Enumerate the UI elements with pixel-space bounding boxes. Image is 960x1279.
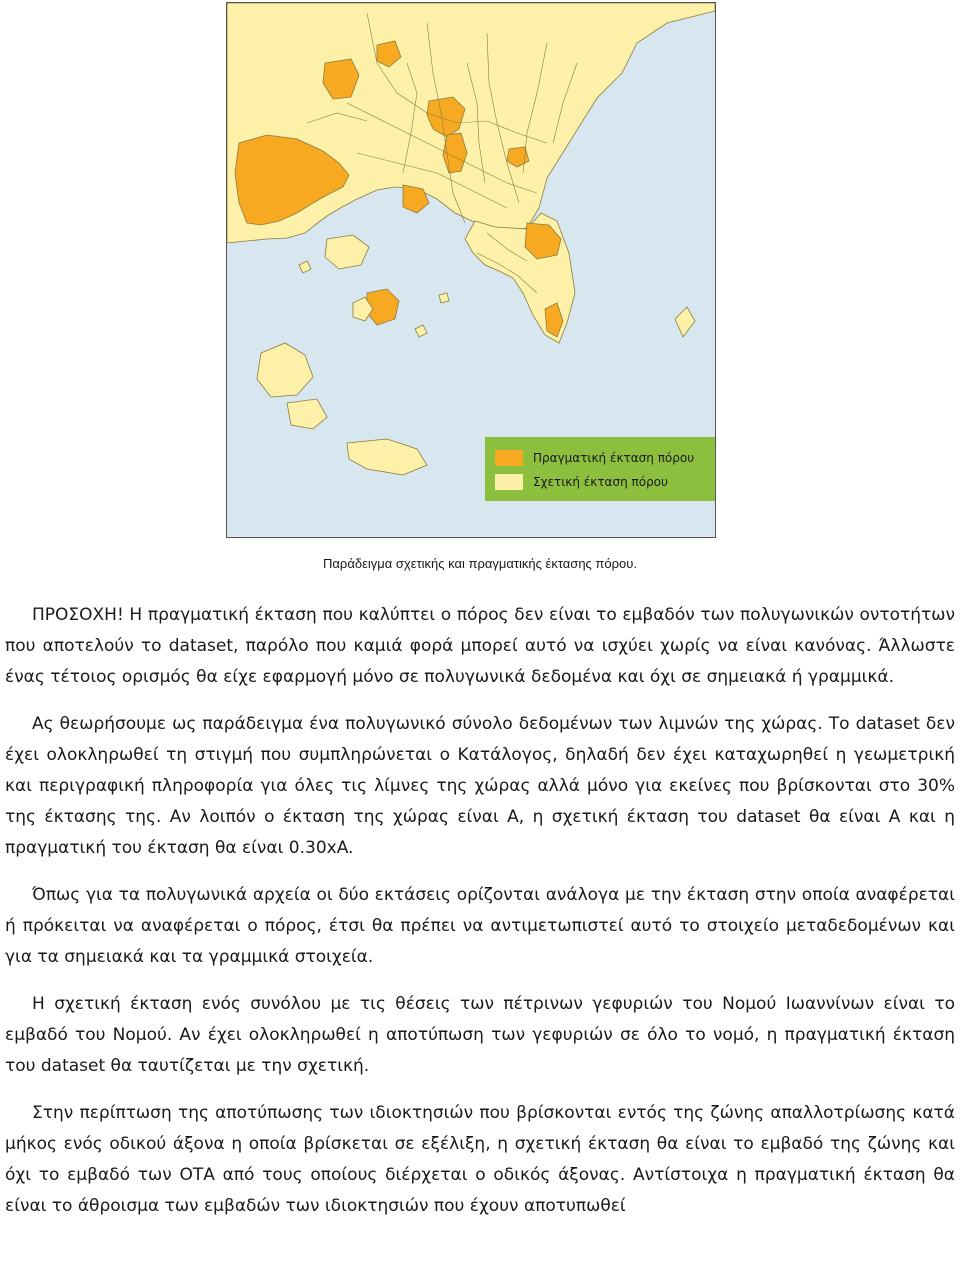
paragraph: Η σχετική έκταση ενός συνόλου με τις θέσεις των πέτρινων γεφυριών του Νομού Ιωαννίνων είναι το εμβαδό του Νομού. Αν έχει ολοκληρωθεί η αποτύπωση των γεφυριών σε όλο το νομό, η πραγματική έκταση του dataset θα ταυτίζεται με την σχετική. [5, 994, 955, 1076]
paragraph: ΠΡΟΣΟΧΗ! Η πραγματική έκταση που καλύπτει ο πόρος δεν είναι το εμβαδόν των πολυγωνικών οντοτήτων που αποτελούν το dataset, παρόλο που καμιά φορά μπορεί αυτό να ισχύει χωρίς να είναι κανόνας. Άλλωστε ένας τέτοιος ορισμός θα είχε εφαρμογή μόνο σε πολυγωνικά δεδομένα και όχι σε σημειακά ή γραμμικά. [5, 605, 955, 687]
legend-swatch-relative [495, 474, 523, 490]
island-small-3 [439, 293, 449, 303]
legend-item-relative [495, 471, 705, 493]
map-legend [485, 437, 715, 501]
body-text [5, 600, 955, 1238]
paragraph: Ας θεωρήσουμε ως παράδειγμα ένα πολυγωνικό σύνολο δεδομένων των λιμνών της χώρας. Το dataset δεν έχει ολοκληρωθεί τη στιγμή που συμπληρώνεται ο Κατάλογος, δηλαδή δεν έχει καταχωρηθεί η γεωμετρική και περιγραφική πληροφορία για όλες τις λίμνες της χώρας αλλά μόνο για εκείνες που βρίσκονται στο 30% της έκτασης της. Αν λοιπόν ο έκταση της χώρας είναι Α, η σχετική έκταση του dataset θα είναι Α και η πραγματική του έκταση θα είναι 0.30xA. [5, 714, 955, 858]
legend-label-actual: Πραγματική έκταση πόρου [533, 451, 695, 465]
map-figure [226, 2, 716, 538]
legend-item-actual [495, 447, 705, 469]
legend-swatch-actual [495, 450, 523, 466]
figure-caption: Παράδειγμα σχετικής και πραγματικής έκτασης πόρου. [323, 556, 637, 571]
paragraph: Στην περίπτωση της αποτύπωσης των ιδιοκτησιών που βρίσκονται εντός της ζώνης απαλλοτρίωσης κατά μήκος ενός οδικού άξονα η οποία βρίσκεται σε εξέλιξη, η σχετική έκταση θα είναι το εμβαδό της ζώνης και όχι το εμβαδό των ΟΤΑ από τους οποίους διέρχεται ο οδικός άξονας. Αντίστοιχα η πραγματική έκταση θα είναι το άθροισμα των εμβαδών των ιδιοκτησιών που έχουν αποτυπωθεί [5, 1103, 955, 1216]
legend-label-relative: Σχετική έκταση πόρου [533, 475, 668, 489]
paragraph: Όπως για τα πολυγωνικά αρχεία οι δύο εκτάσεις ορίζονται ανάλογα με την έκταση στην οποία αναφέρεται ή πρόκειται να αναφέρεται ο πόρος, έτσι θα πρέπει να αντιμετωπιστεί αυτό το στοιχείο μεταδεδομένων και για τα σημειακά και τα γραμμικά στοιχεία. [5, 885, 955, 967]
